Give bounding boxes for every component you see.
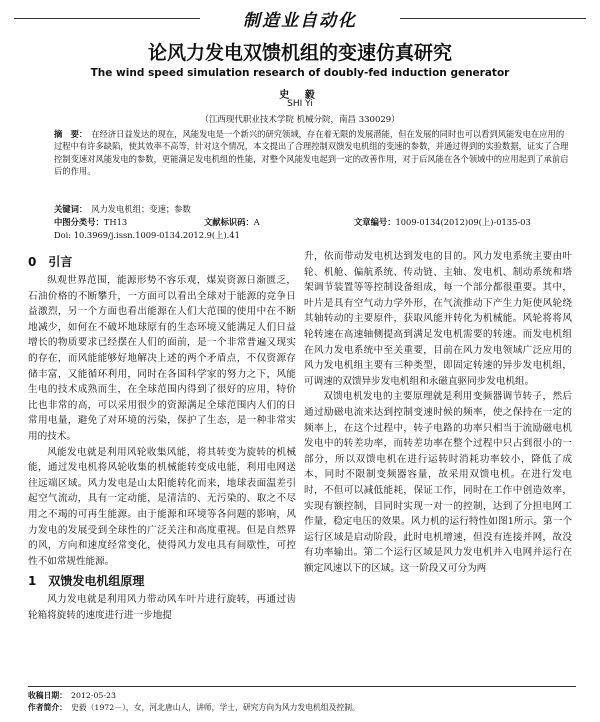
author-bio-text: 史毅（1972－），女，河北唐山人，讲师，学士，研究方向为风力发电机组及控制。 bbox=[70, 703, 360, 712]
paragraph: 双馈电机发电的主要原理就是利用变频器调节转子，然后通过励磁电流来达到控制变速时候的频率，使之保持在一定的频率上，在这个过程中，转子电路的功率只相当于流励磁电机发电中的转差功率，而转差功率在整个过程中只占到很小的一部分，所以双馈电机在进行运转时消耗功率较小，降低了成本，同时不限制变频器容量，故采用双馈电机。在进行发电时，不但可以减低能耗，保证工作，同时在工作中创造效率，实现有额控制，目同时实现一对一的控制，达到了分担电网工作量，稳定电压的效果。风力机的运行特性如图1所示。第一个运行区域是启动阶段，此时电机增速，但没有连接并网，故没有功率输出。第二个运行区域是风力发电机并入电网并运行在额定风速以下的区域。这一阶段又可分为两 bbox=[304, 391, 572, 574]
section-heading-intro: 0 引言 bbox=[28, 255, 73, 269]
received-date bbox=[28, 690, 576, 702]
abstract-text: 在经济日益发达的现在，风能发电是一个新兴的研究领域，存在着无限的发展潜能，但在发展的同时也可以看到风能发电在应用的过程中有许多缺陷，使其效率不高等，针对这个情况，本文提出了合理控制双馈发电机组的变速的参数，并通过得到的实验数据，证实了合理控制变速对风能发电的参数，更能满足发电机组的性能，对整个风能发电起到一定的改善作用，对于后风能在各个领域中的应用起到了承前启后的作用。 bbox=[54, 129, 569, 176]
keywords-label: 关键词： bbox=[54, 204, 88, 214]
paragraph: 升，依而带动发电机达到发电的目的。风力发电系统主要由叶轮、机舱、偏航系统、传动链、主轴、发电机、制动系统和塔架调节装置等等控制设备组成，每一个部分都很重要。其中，叶片是具有空气动力学外形，在气流推动下产生力矩使风轮绕其轴转动的主要原件，获取风能并转化为机械能。风轮将将风轮转速在高速轴侧提高到满足发电机需要的转速。而发电机组在风力发电系统中至关重要，目前在风力发电领域广泛应用的风力发电机组主要有三种类型，即固定转速的异步发电机组，可调速的双馈异步发电机组和永磁直驱同步发电机组。 bbox=[304, 251, 572, 387]
article-id-field bbox=[354, 216, 531, 228]
doc-code-field bbox=[204, 216, 260, 228]
section-heading-1: 1 双馈发电机组原理 bbox=[28, 574, 145, 589]
left-column bbox=[28, 250, 296, 623]
article-id-label: 文章编号： bbox=[354, 217, 396, 227]
paragraph: 风能发电就是利用风轮收集风能，将其转变为旋转的机械能，通过发电机将风轮收集的机械能转变成电能，利用电网送往远端区域。风力发电是山太阳能转化而来，地球表面温差引起空气流动，具有一定动能，是清洁的、无污染的、取之不尽用之不竭的可再生能源。由于能源和环境等各问题的影响，风力发电的发展受到全球性的广泛关注和高度重视。但是自然界的风，方向和速度经常变化，使得风力发电具有间歇性，可控性不如常规性能源。 bbox=[28, 446, 296, 567]
article-id-value: 1009-0134(2012)09(上)-0135-03 bbox=[395, 217, 531, 227]
paragraph: 纵观世界范围，能源形势不容乐观，煤炭资源日渐匮乏，石油价格的不断攀升，一方面可以看出全球对于能源的竞争日益激烈，另一个方面也看出能源在人们大范围的使用中在不断地减少，如何在不破坏地球原有的生态环境又能满足人们日益增长的物质要求已经摆在人们的面前，是一个非常普遍又现实的存在，而风能能够好地解决上述的两个矛盾点，不仅资源存储丰富，又能循环利用，同时在各国科学家的努力之下，风能生电的技术成熟而生，在全球范围内得到了很好的应用，特价比也非常的高，可以采用很少的资源满足全球范围内人们的日常用电量，避免了对环境的污染，保护了生态，是一种非常实用的技术。 bbox=[28, 275, 296, 442]
clc-value: TH13 bbox=[103, 217, 128, 227]
received-label: 收稿日期： bbox=[28, 691, 67, 700]
abstract bbox=[54, 128, 570, 177]
author-bio bbox=[28, 702, 576, 714]
paper-title-cn: 论风力发电双馈机组的变速仿真研究 bbox=[147, 42, 452, 64]
abstract-label: 摘 要： bbox=[54, 129, 88, 139]
author-bio-label: 作者简介： bbox=[28, 703, 67, 712]
author-name-cn: 史 毅 bbox=[279, 90, 321, 101]
right-column bbox=[304, 249, 572, 576]
doc-code-label: 文献标识码： bbox=[204, 217, 254, 227]
journal-header bbox=[0, 6, 600, 31]
clc-field bbox=[54, 216, 127, 228]
doi: Doi: 10.3969/j.issn.1009-0134.2012.9(上).41 bbox=[54, 230, 240, 240]
received-value: 2012-05-23 bbox=[70, 691, 116, 700]
author-affiliation: （江西现代职业技术学院 机械分院，南昌 330029） bbox=[200, 115, 400, 125]
footnote bbox=[28, 686, 576, 714]
clc-label: 中图分类号： bbox=[54, 217, 104, 227]
keywords bbox=[54, 203, 570, 215]
journal-title: 制造业自动化 bbox=[200, 6, 400, 31]
author-name-en: SHI Yi bbox=[287, 99, 313, 109]
keywords-text: 风力发电机组；变速；参数 bbox=[91, 204, 191, 214]
doc-code-value: A bbox=[253, 217, 260, 227]
paragraph: 风力发电就是利用风力带动风车叶片进行旋转，再通过齿轮箱将旋转的速度进行进一步地提 bbox=[28, 594, 296, 621]
paper-title-en: The wind speed simulation research of doubly-fed induction generator bbox=[90, 67, 510, 79]
